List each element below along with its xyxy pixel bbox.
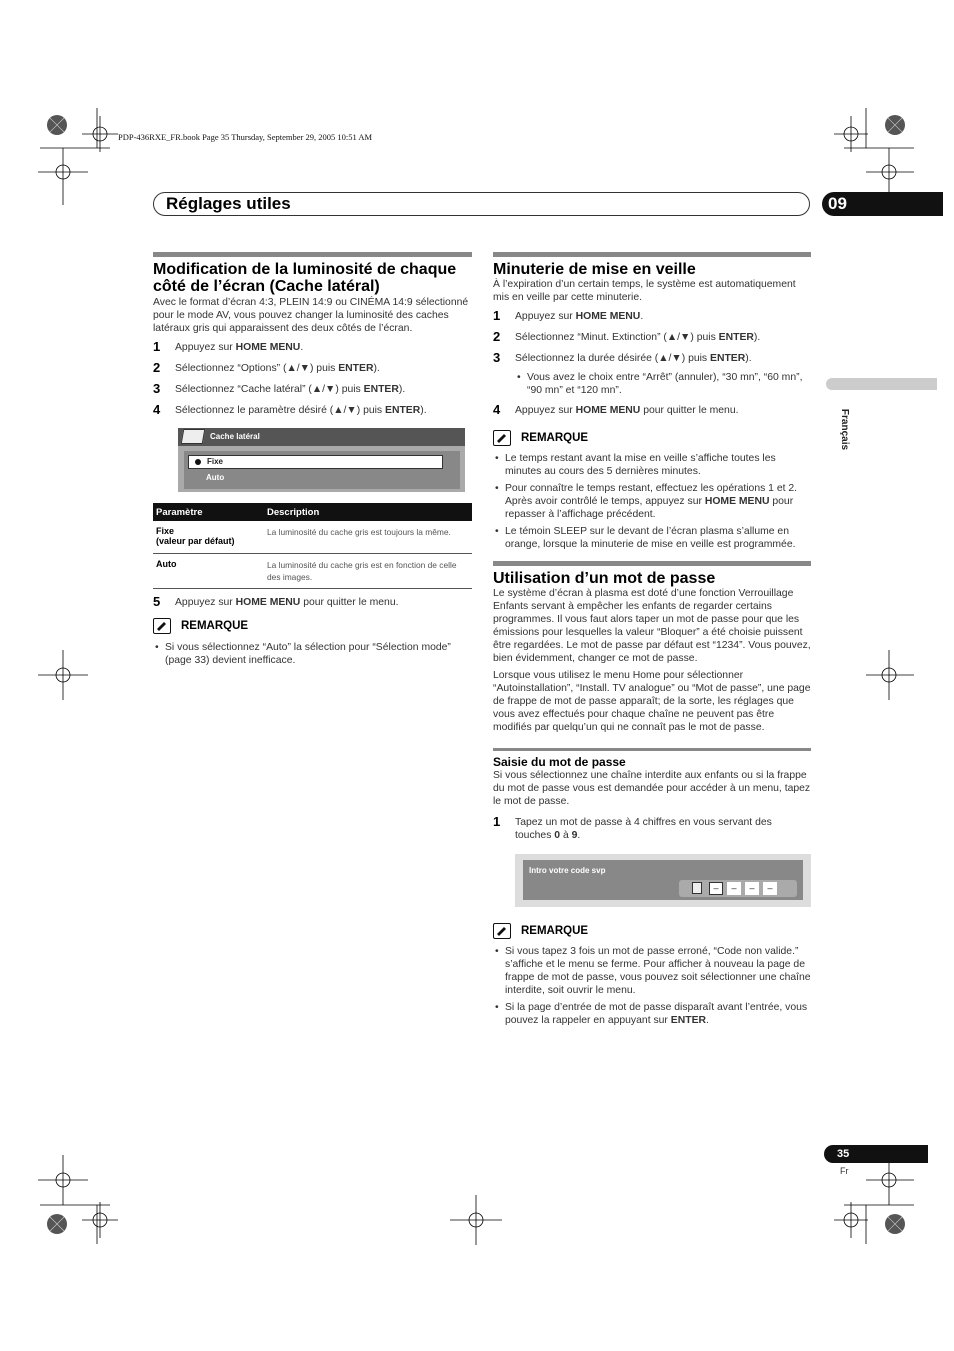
osd-title: Intro votre code svp xyxy=(529,866,606,875)
note-label: REMARQUE xyxy=(521,925,589,937)
note-bullet: • Pour connaître le temps restant, effectuez les opérations 1 et 2. Après avoir contrôlé le temps, appuyez sur HOME MENU pour repasser à l’affichage précédent. xyxy=(495,483,798,520)
section-intro: À l’expiration d’un certain temps, le système est automatiquement mis en veille par cette minuterie. xyxy=(493,279,796,303)
section-title-mot-de-passe: Utilisation d’un mot de passe xyxy=(493,570,716,587)
section-title-minuterie: Minuterie de mise en veille xyxy=(493,261,696,278)
note-label: REMARQUE xyxy=(181,620,249,632)
note-header xyxy=(153,618,472,636)
table-header-parametre: Paramètre xyxy=(153,503,264,521)
page-number: 35 xyxy=(824,1145,928,1163)
note-list xyxy=(493,945,811,1027)
selected-dot-icon xyxy=(195,459,201,465)
table-row xyxy=(153,554,472,589)
step-4: 4 Sélectionnez le paramètre désiré (▲/▼) puis ENTER). xyxy=(153,402,427,417)
desc-fixe: La luminosité du cache gris est toujours la même. xyxy=(264,521,472,554)
subsection-bar xyxy=(493,748,811,751)
page-language: Fr xyxy=(840,1166,849,1176)
note-bullet: • Si vous tapez 3 fois un mot de passe erroné, “Code non valide.” s’affiche et le menu se ferme. Pour afficher à nouveau la page de frappe de mot de passe, vous pouvez soit sélectionner une chaîne interdite, soit ouvrir le menu. xyxy=(495,946,811,996)
note-bullet: • Si la page d’entrée de mot de passe disparaît avant l’entrée, vous pouvez la rappeler en appuyant sur ENTER. xyxy=(495,1002,808,1026)
tv-menu-icon xyxy=(181,429,206,444)
parameter-table xyxy=(153,503,472,589)
right-column xyxy=(493,252,811,1027)
section-bar xyxy=(493,561,811,566)
osd-title: Cache latéral xyxy=(210,432,260,441)
step-3: 3 Sélectionnez la durée désirée (▲/▼) puis ENTER). xyxy=(493,350,752,365)
password-paragraph-2: Lorsque vous utilisez le menu Home pour sélectionner “Autoinstallation”, “Install. TV analogue” ou “Mot de passe”, une page de frappe de mot de passe apparaît; de la sorte, les réglages que vous avez effectués pour chaque chaîne ne peuvent pas être modifiés par quelqu’un qui ne connaît pas le mot de passe. xyxy=(493,670,811,733)
step-2: 2 Sélectionnez “Options” (▲/▼) puis ENTER). xyxy=(153,360,380,375)
table-row xyxy=(153,521,472,554)
note-bullet: • Le témoin SLEEP sur le devant de l’écran plasma s’allume en orange, lorsque la minuterie de mise en veille est programmée. xyxy=(495,526,796,550)
note-label: REMARQUE xyxy=(521,432,589,444)
param-auto: Auto xyxy=(153,554,264,589)
sub-bullet: • Vous avez le choix entre “Arrêt” (annuler), “30 mn”, “60 mn”, “90 mn” et “120 mn”. xyxy=(517,372,803,396)
step-3: 3 Sélectionnez “Cache latéral” (▲/▼) puis ENTER). xyxy=(153,381,406,396)
code-digit-4[interactable]: – xyxy=(763,882,777,895)
code-digit-2[interactable]: – xyxy=(727,882,741,895)
section-intro: Avec le format d’écran 4:3, PLEIN 14:9 ou CINÉMA 14:9 sélectionné pour le mode AV, vous pouvez changer la luminosité des caches latéraux gris qui apparaissent des deux côtés de l’écran. xyxy=(153,297,469,334)
page-title: Réglages utiles xyxy=(166,194,291,213)
section-title-cache-lateral: Modification de la luminosité de chaque côté de l’écran (Cache latéral) xyxy=(153,261,457,295)
step-1: 1 Appuyez sur HOME MENU. xyxy=(153,339,304,354)
step-4: 4 Appuyez sur HOME MENU pour quitter le menu. xyxy=(493,402,739,417)
arrow-up-down-icon: ▲/▼ xyxy=(333,405,357,416)
table-header-description: Description xyxy=(264,503,472,521)
section-bar xyxy=(153,252,472,257)
password-paragraph-1: Le système d’écran à plasma est doté d’une fonction Verrouillage Enfants servant à empêcher les enfants de regarder certains programmes. Il vous faut alors taper un mot de passe pour que les émissions pour lesquelles la valeur “Bloquer” a été choisie puissent être regardées. Le mot de passe par défaut est “1234”. Vous pouvez, bien évidemment, changer ce mot de passe. xyxy=(493,588,811,664)
desc-auto: La luminosité du cache gris est en fonction de celle des images. xyxy=(264,554,472,589)
arrow-up-down-icon: ▲/▼ xyxy=(666,332,691,343)
step-1: 1 Appuyez sur HOME MENU. xyxy=(493,308,644,323)
note-list xyxy=(493,452,811,551)
code-digit-3[interactable]: – xyxy=(745,882,759,895)
step-5: 5 Appuyez sur HOME MENU pour quitter le menu. xyxy=(153,594,399,609)
param-default: (valeur par défaut) xyxy=(156,536,235,546)
step-1: 1 Tapez un mot de passe à 4 chiffres en vous servant des touches 0 à 9. xyxy=(493,814,772,841)
chapter-badge: 09 xyxy=(822,192,943,216)
code-digit-1[interactable]: – xyxy=(709,882,723,895)
osd-password-entry xyxy=(515,854,811,907)
subsection-title-saisie: Saisie du mot de passe xyxy=(493,755,626,769)
step-2: 2 Sélectionnez “Minut. Extinction” (▲/▼) puis ENTER). xyxy=(493,329,761,344)
note-header xyxy=(493,923,811,941)
section-bar xyxy=(493,252,811,257)
arrow-up-down-icon: ▲/▼ xyxy=(311,384,336,395)
note-bullet: • Si vous sélectionnez “Auto” la sélection pour “Sélection mode” (page 33) devient inefficace. xyxy=(155,642,451,666)
osd-cache-lateral xyxy=(178,428,465,492)
language-tab xyxy=(826,378,937,390)
steps-list xyxy=(153,341,472,417)
note-pencil-icon xyxy=(493,923,511,939)
note-pencil-icon xyxy=(493,430,511,446)
arrow-up-down-icon: ▲/▼ xyxy=(658,353,682,364)
subsection-intro: Si vous sélectionnez une chaîne interdite aux enfants ou si la frappe du mot de passe vous est demandée pour accéder à un menu, tapez le mot de passe. xyxy=(493,770,811,807)
language-label: Français xyxy=(839,408,851,451)
steps-list xyxy=(493,310,811,417)
note-pencil-icon xyxy=(153,618,171,634)
page-header xyxy=(153,192,810,216)
left-column xyxy=(153,252,472,667)
osd-option-auto[interactable]: Auto xyxy=(206,473,225,482)
param-fixe: Fixe xyxy=(156,526,175,536)
osd-option-fixe[interactable]: Fixe xyxy=(188,455,443,469)
note-bullet: • Le temps restant avant la mise en veille s’affiche toutes les minutes au cours des 5 dernières minutes. xyxy=(495,453,776,477)
keypad-icon xyxy=(692,882,702,894)
arrow-up-down-icon: ▲/▼ xyxy=(286,363,310,374)
note-header xyxy=(493,430,811,448)
file-info-line: PDP-436RXE_FR.book Page 35 Thursday, September 29, 2005 10:51 AM xyxy=(118,132,373,142)
